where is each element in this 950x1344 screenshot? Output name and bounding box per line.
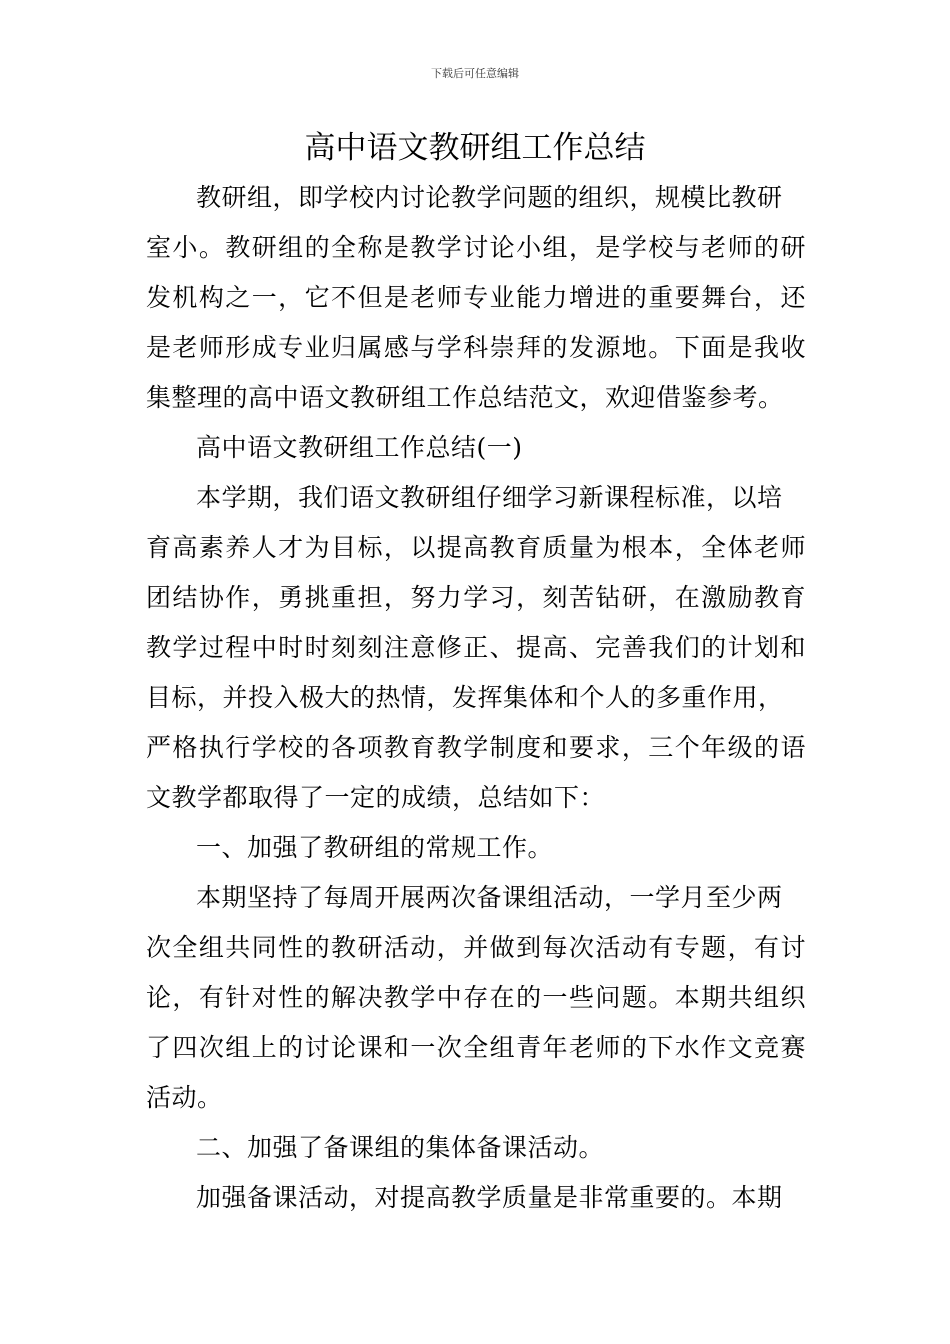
paragraph-line: 育高素养人才为目标，以提高教育质量为根本，全体老师 [146,533,806,562]
paragraph-line: 论，有针对性的解决教学中存在的一些问题。本期共组织 [146,983,806,1012]
paragraph-line: 活动。 [146,1083,223,1112]
paragraph-line: 次全组共同性的教研活动，并做到每次活动有专题，有讨 [146,933,806,962]
section-heading: 一、加强了教研组的常规工作。 [196,833,554,862]
document-body [146,173,806,1223]
paragraph-line: 严格执行学校的各项教育教学制度和要求，三个年级的语 [146,733,806,762]
paragraph-line: 了四次组上的讨论课和一次全组青年老师的下水作文竞赛 [146,1033,806,1062]
paragraph-line: 是老师形成专业归属感与学科崇拜的发源地。下面是我收 [146,333,806,362]
document-title: 高中语文教研组工作总结 [304,130,646,166]
paragraph-line: 发机构之一，它不但是老师专业能力增进的重要舞台，还 [146,283,806,312]
paragraph-line: 本期坚持了每周开展两次备课组活动，一学月至少两 [196,883,783,912]
paragraph-line: 文教学都取得了一定的成绩，总结如下： [146,783,606,812]
header-note: 下载后可任意编辑 [431,67,519,80]
paragraph-line: 教学过程中时时刻刻注意修正、提高、完善我们的计划和 [146,633,806,662]
paragraph-line: 教研组，即学校内讨论教学问题的组织，规模比教研 [196,183,783,212]
paragraph-line: 加强备课活动，对提高教学质量是非常重要的。本期 [196,1183,783,1212]
paragraph-line: 本学期，我们语文教研组仔细学习新课程标准，以培 [196,483,783,512]
section-heading: 高中语文教研组工作总结(一) [196,433,523,462]
paragraph-line: 目标，并投入极大的热情，发挥集体和个人的多重作用， [146,683,784,712]
section-heading: 二、加强了备课组的集体备课活动。 [196,1133,605,1162]
paragraph-line: 集整理的高中语文教研组工作总结范文，欢迎借鉴参考。 [146,383,784,412]
paragraph-line: 团结协作，勇挑重担，努力学习，刻苦钻研，在激励教育 [146,583,806,612]
paragraph-line: 室小。教研组的全称是教学讨论小组，是学校与老师的研 [146,233,806,262]
